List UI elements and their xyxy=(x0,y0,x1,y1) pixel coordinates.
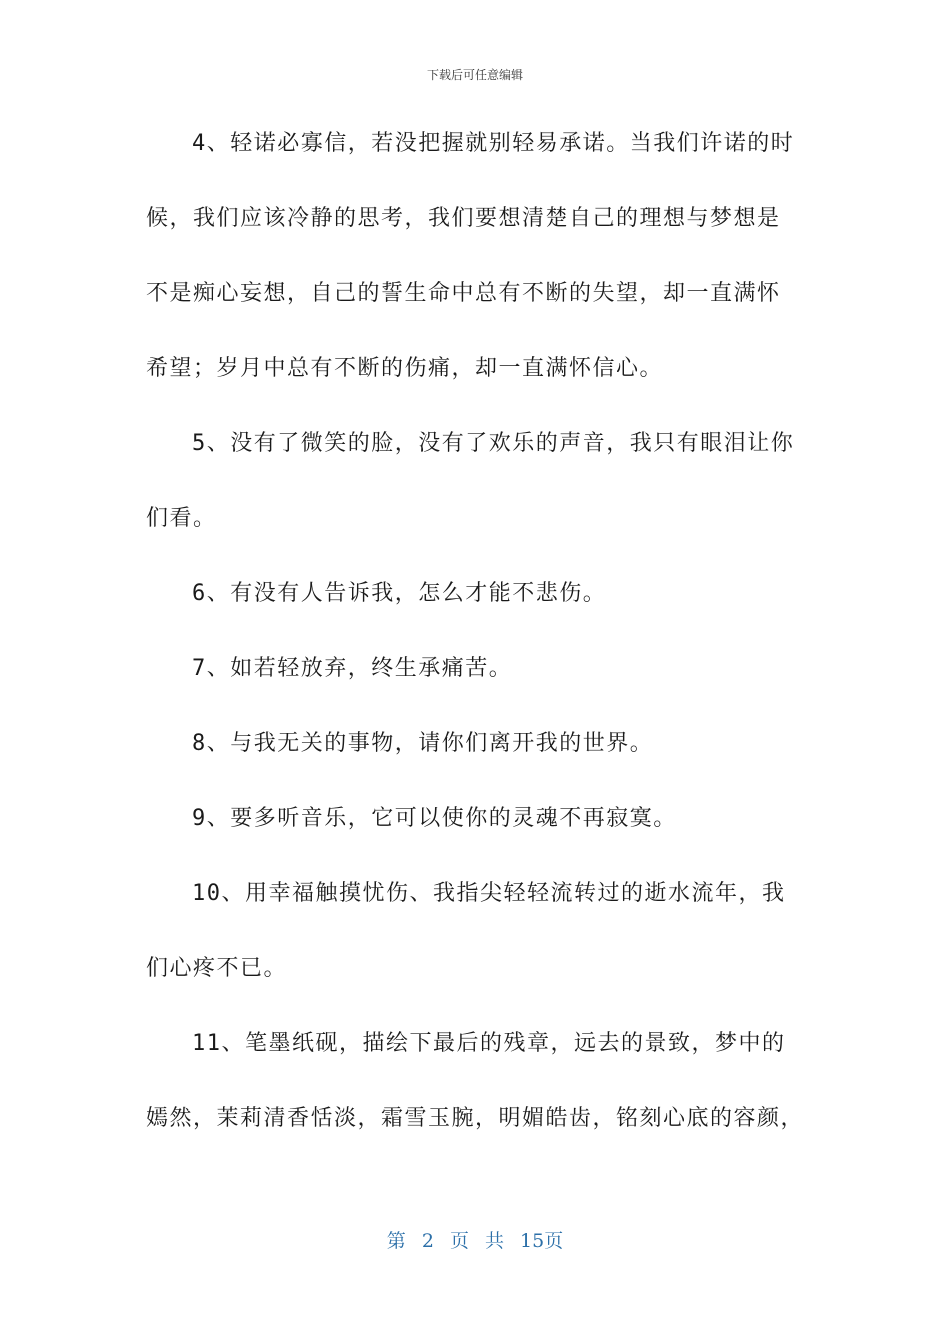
page-footer: 第 2 页 共 15页 xyxy=(386,1230,564,1252)
paragraph-line: 们心疼不已。 xyxy=(146,956,288,981)
paragraph-line: 们看。 xyxy=(146,506,217,531)
paragraph-line: 10、用幸福触摸忧伤、我指尖轻轻流转过的逝水流年，我 xyxy=(192,881,786,906)
paragraph-line: 9、要多听音乐，它可以使你的灵魂不再寂寞。 xyxy=(192,806,677,831)
paragraph-line: 6、有没有人告诉我，怎么才能不悲伤。 xyxy=(192,581,607,606)
document-body xyxy=(146,124,806,1174)
paragraph-line: 希望；岁月中总有不断的伤痛，却一直满怀信心。 xyxy=(146,356,664,381)
paragraph-line: 8、与我无关的事物，请你们离开我的世界。 xyxy=(192,731,654,756)
paragraph-line: 候，我们应该冷静的思考，我们要想清楚自己的理想与梦想是 xyxy=(146,206,781,231)
paragraph-line: 5、没有了微笑的脸，没有了欢乐的声音，我只有眼泪让你 xyxy=(192,431,795,456)
paragraph-line: 嫣然，茉莉清香恬淡，霜雪玉腕，明媚皓齿，铭刻心底的容颜， xyxy=(146,1106,805,1131)
paragraph-line: 不是痴心妄想，自己的誓生命中总有不断的失望，却一直满怀 xyxy=(146,281,781,306)
paragraph-line: 7、如若轻放弃，终生承痛苦。 xyxy=(192,656,513,681)
page-header: 下载后可任意编辑 xyxy=(426,68,523,82)
paragraph-line: 11、笔墨纸砚，描绘下最后的残章，远去的景致，梦中的 xyxy=(192,1031,786,1056)
paragraph-line: 4、轻诺必寡信，若没把握就别轻易承诺。当我们许诺的时 xyxy=(192,131,795,156)
